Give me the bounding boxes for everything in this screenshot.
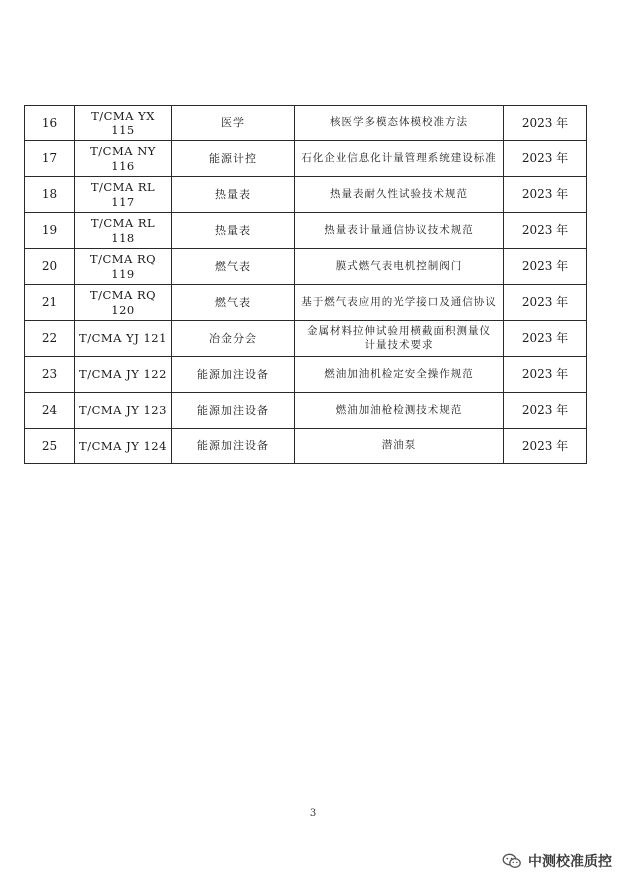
standard-name-line: 石化企业信息化计量管理系统建设标准 [301,151,497,164]
watermark-text: 中测校准质控 [528,854,612,870]
row-number-cell: 16 [25,106,75,141]
standard-name-cell [295,177,504,213]
standards-table-body [25,106,587,464]
category-cell: 医学 [172,106,295,141]
category-cell: 能源计控 [172,141,295,177]
standard-name-line: 核医学多模态体模校准方法 [330,116,468,129]
table-row [25,429,587,464]
standard-code-cell: T/CMA JY 122 [75,357,172,393]
standard-name-cell [295,213,504,249]
page-number: 3 [309,808,317,819]
category-cell: 冶金分会 [172,321,295,357]
watermark [502,851,612,871]
row-number-cell: 17 [25,141,75,177]
year-cell: 2023 年 [504,429,587,464]
category-cell: 热量表 [172,177,295,213]
row-number-cell: 24 [25,393,75,429]
category-cell: 能源加注设备 [172,429,295,464]
table-row [25,106,587,141]
category-cell: 能源加注设备 [172,357,295,393]
row-number-cell: 22 [25,321,75,357]
category-cell: 燃气表 [172,249,295,285]
table-row [25,177,587,213]
row-number-cell: 21 [25,285,75,321]
standard-code-cell: T/CMA RL 118 [75,213,172,249]
category-cell: 能源加注设备 [172,393,295,429]
year-cell: 2023 年 [504,106,587,141]
standard-name-cell [295,357,504,393]
table-row [25,285,587,321]
row-number-cell: 20 [25,249,75,285]
standard-name-cell [295,285,504,321]
standard-code-cell: T/CMA RQ 119 [75,249,172,285]
standard-name-line: 基于燃气表应用的光学接口及通信协议 [301,295,497,308]
standard-name-cell [295,393,504,429]
table-row [25,321,587,357]
standard-name-cell [295,141,504,177]
standards-table [24,105,587,464]
row-number-cell: 19 [25,213,75,249]
standard-name-cell [295,106,504,141]
year-cell: 2023 年 [504,393,587,429]
row-number-cell: 23 [25,357,75,393]
year-cell: 2023 年 [504,285,587,321]
table-row [25,357,587,393]
standard-name-line: 金属材料拉伸试验用横截面积测量仪 [307,325,491,338]
standard-name-line: 燃油加油机检定安全操作规范 [324,367,474,380]
wechat-icon [502,853,522,869]
standard-code-cell: T/CMA YX 115 [75,106,172,141]
standard-code-cell: T/CMA RQ 120 [75,285,172,321]
category-cell: 热量表 [172,213,295,249]
standard-name-line: 热量表计量通信协议技术规范 [324,223,474,236]
standard-code-cell: T/CMA NY 116 [75,141,172,177]
standard-name-cell [295,249,504,285]
year-cell: 2023 年 [504,249,587,285]
table-row [25,141,587,177]
year-cell: 2023 年 [504,177,587,213]
standard-name-line: 潜油泵 [381,439,417,452]
table-row [25,249,587,285]
year-cell: 2023 年 [504,213,587,249]
table-row [25,213,587,249]
standard-code-cell: T/CMA YJ 121 [75,321,172,357]
year-cell: 2023 年 [504,321,587,357]
row-number-cell: 25 [25,429,75,464]
standard-code-cell: T/CMA JY 123 [75,393,172,429]
standard-name-line: 热量表耐久性试验技术规范 [330,187,468,200]
standard-name-line: 燃油加油枪检测技术规范 [335,403,463,416]
category-cell: 燃气表 [172,285,295,321]
standard-code-cell: T/CMA JY 124 [75,429,172,464]
standard-name-cell [295,429,504,464]
standard-name-cell [295,321,504,357]
table-row [25,393,587,429]
standard-name-line: 膜式燃气表电机控制阀门 [335,259,463,272]
row-number-cell: 18 [25,177,75,213]
year-cell: 2023 年 [504,357,587,393]
year-cell: 2023 年 [504,141,587,177]
standard-code-cell: T/CMA RL 117 [75,177,172,213]
standard-name-line: 计量技术要求 [364,338,434,351]
